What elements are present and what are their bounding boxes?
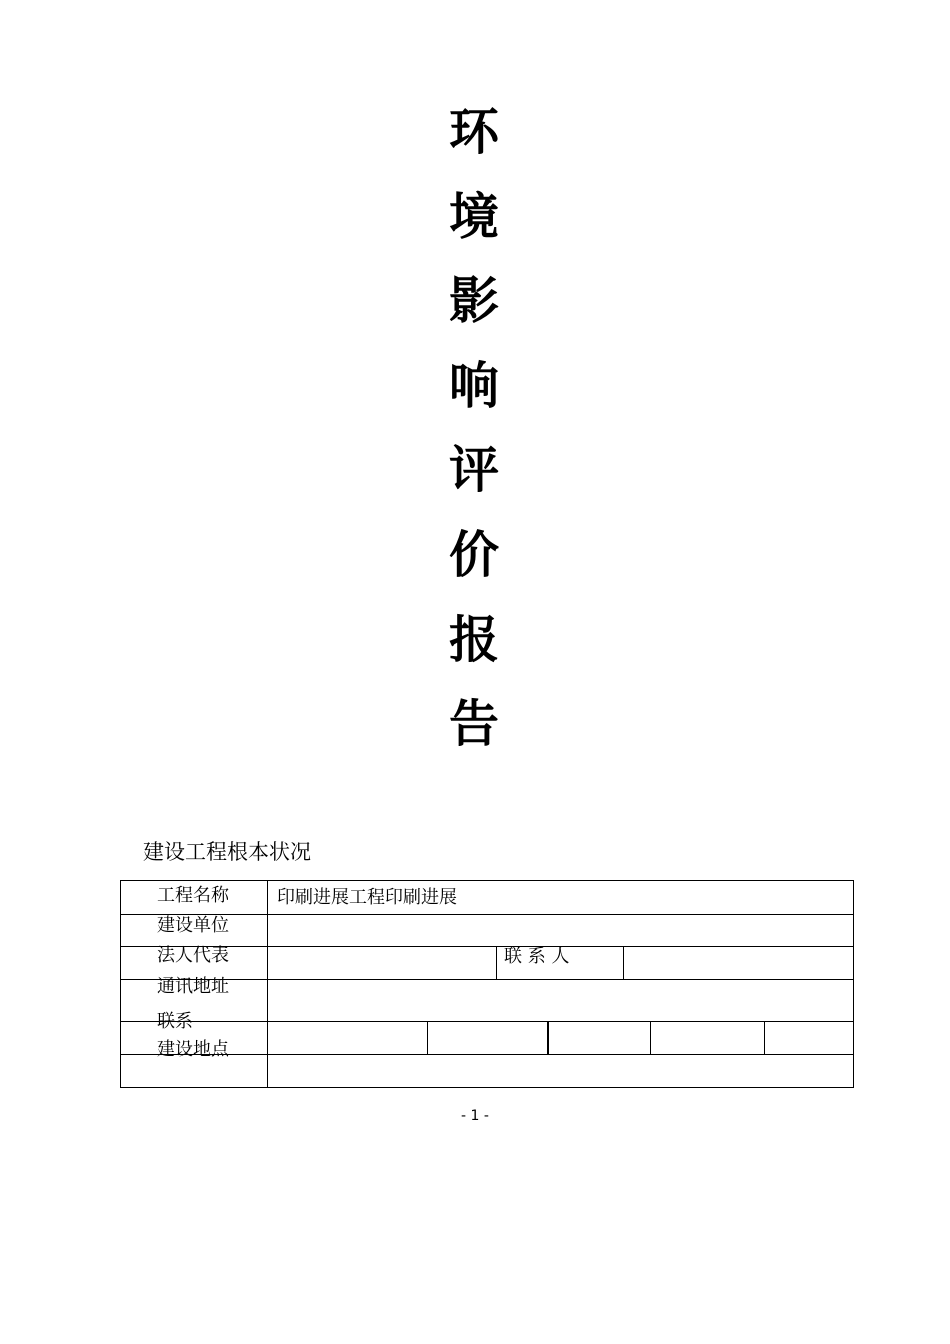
- table-col-divider: [496, 946, 497, 979]
- title-char: 响: [449, 356, 499, 415]
- table-row-divider: [121, 1054, 853, 1055]
- table-row-divider: [121, 914, 853, 915]
- table-row-divider: [121, 1021, 853, 1022]
- table-row-divider: [121, 979, 853, 980]
- section-heading: 建设工程根本状况: [143, 840, 311, 864]
- title-char: 价: [449, 525, 499, 584]
- label-project-name: 工程名称: [157, 885, 229, 906]
- label-location: 建设地点: [157, 1039, 229, 1060]
- project-info-table: [120, 880, 854, 1088]
- title-char: 境: [449, 187, 499, 246]
- table-col-divider: [547, 1021, 549, 1054]
- table-col-divider: [267, 881, 268, 1087]
- title-char: 告: [449, 695, 499, 754]
- page-number: - 1 -: [461, 1108, 489, 1124]
- table-col-divider: [427, 1021, 428, 1054]
- label-construction-unit: 建设单位: [157, 915, 229, 936]
- title-char: 报: [449, 610, 499, 669]
- table-col-divider: [623, 946, 624, 979]
- table-col-divider: [650, 1021, 651, 1054]
- table-col-divider: [764, 1021, 765, 1054]
- table-row-divider: [121, 946, 853, 947]
- report-title: [0, 90, 950, 767]
- value-project-name: 印刷进展工程印刷进展: [277, 887, 457, 908]
- label-address: 通讯地址: [157, 976, 229, 997]
- label-contact-person: 联 系 人: [504, 946, 570, 967]
- label-contact: 联系: [157, 1011, 193, 1032]
- title-char: 评: [449, 441, 499, 500]
- label-legal-rep: 法人代表: [157, 945, 229, 966]
- title-char: 环: [449, 103, 499, 161]
- title-char: 影: [449, 272, 499, 331]
